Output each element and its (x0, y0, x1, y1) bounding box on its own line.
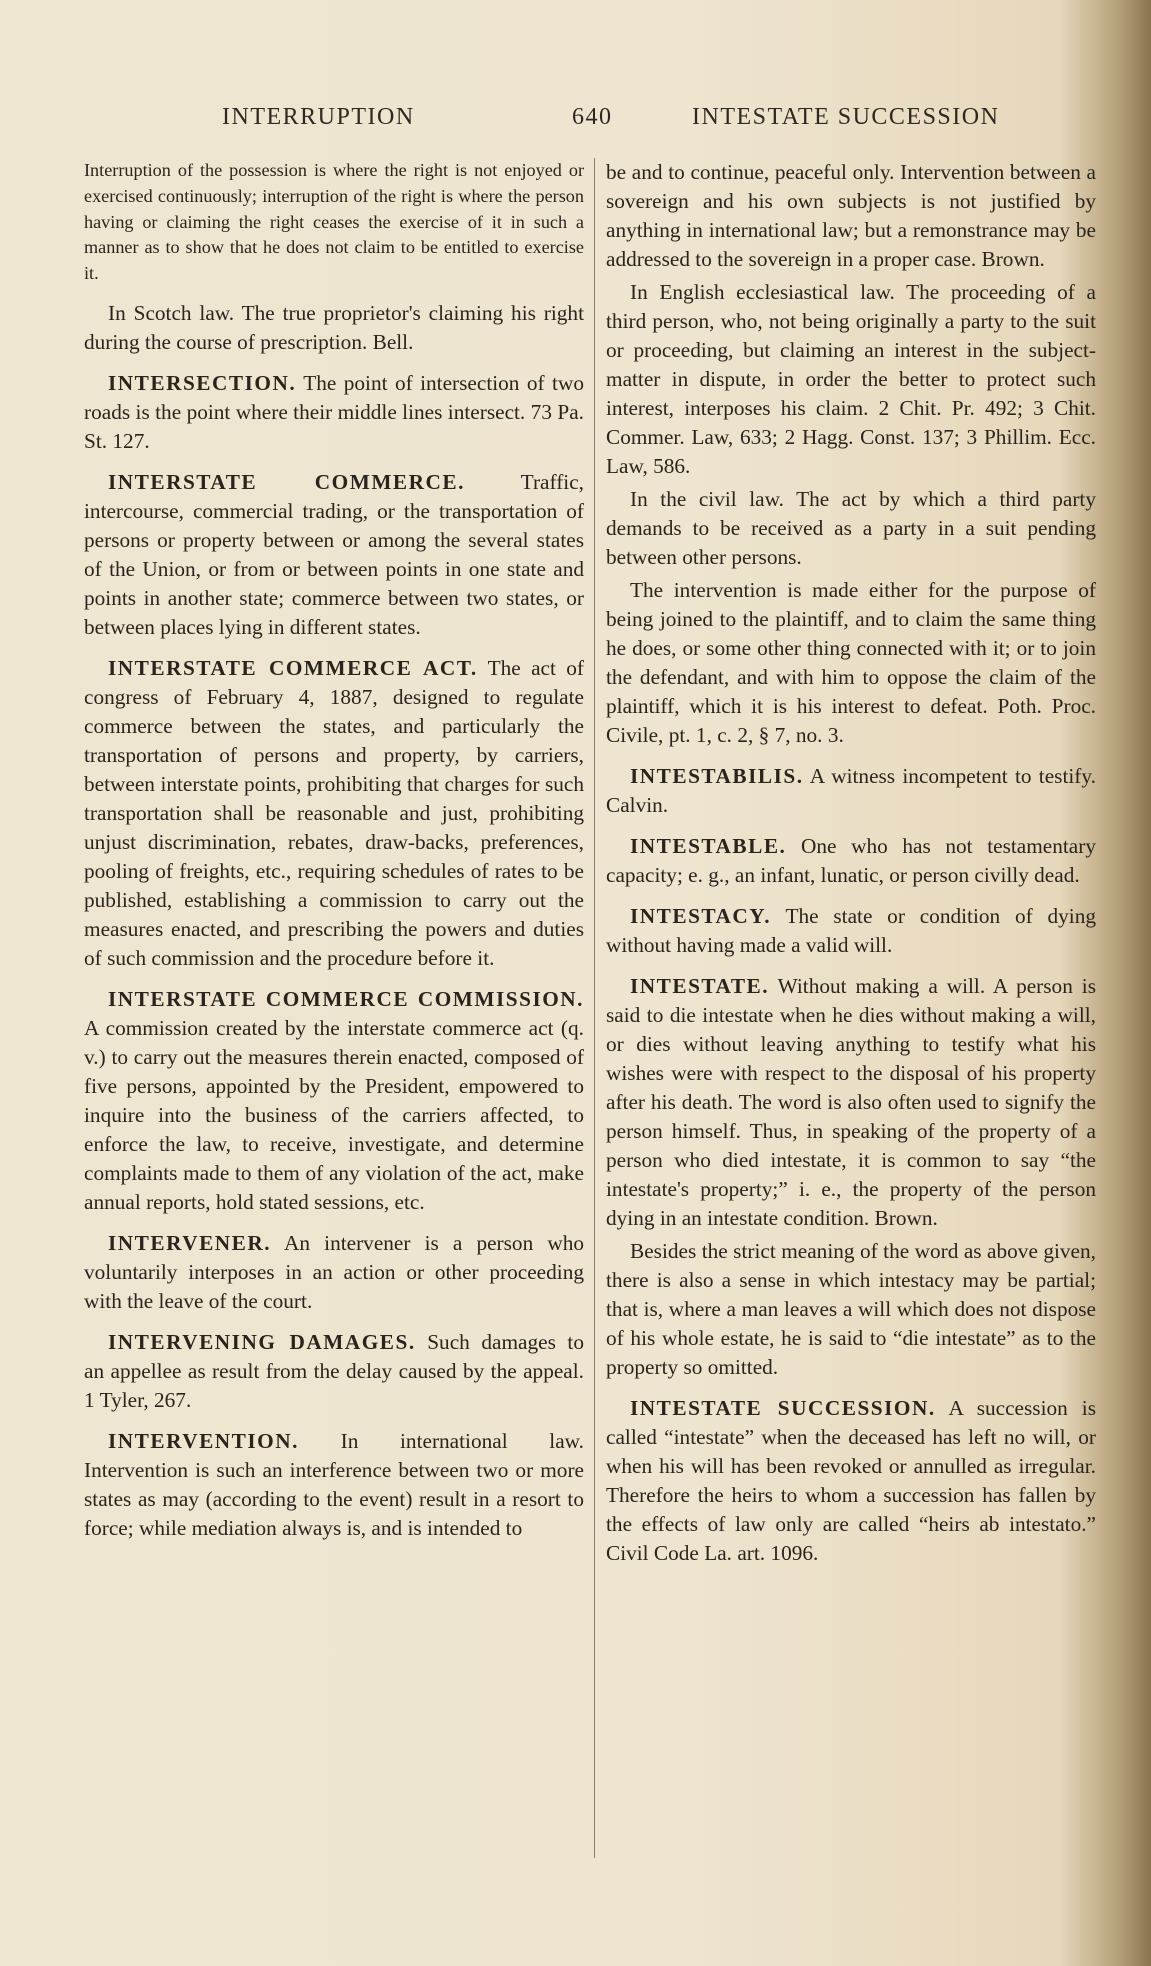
headword: INTERSTATE COMMERCE COMMISSION. (108, 986, 584, 1011)
entry-intervention (84, 1427, 584, 1543)
headword: INTERSECTION. (108, 370, 297, 395)
definition: The act of congress of February 4, 1887, designed to regulate commerce between the states, and particularly the transportation of persons and property, by carriers, between interstate points, prohibiting that charges for such transportation shall be reasonable and just, prohibiting unjust discrimination, rebates, draw-backs, preferences, pooling of freights, etc., requiring schedules of rates to be published, establishing a commission to carry out the measures enacted, and prescribing the powers and duties of such commission and the procedure before it. (84, 655, 584, 970)
partial-intestacy-paragraph: Besides the strict meaning of the word as above given, there is also a sense in which intestacy may be partial; that is, where a man leaves a will which does not dispose of his whole estate, he is said to “die intestate” as to the property so omitted. (606, 1239, 1096, 1379)
interruption-definition: Interruption of the possession is where the right is not enjoyed or exercised continuously; interruption of the right is where the person having or claiming the right ceases the exercise of it in such a manner as to show that he does not claim to be entitled to exercise it. (84, 160, 584, 284)
entry-intersection (84, 369, 584, 456)
definition: One who has not testamentary capacity; e. g., an infant, lunatic, or person civilly dead. (606, 834, 1096, 887)
intervention-purpose-paragraph: The intervention is made either for the purpose of being joined to the plaintiff, and to claim the same thing he does, or some other thing connected with it; or to join the defendant, and with him to oppose the claim of the plaintiff, which it is his interest to defeat. Poth. Proc. Civile, pt. 1, c. 2, § 7, no. 3. (606, 578, 1096, 747)
headword: INTESTABILIS. (630, 764, 804, 788)
entry-intestate (606, 972, 1096, 1233)
entry-intestabilis (606, 762, 1096, 820)
headword: INTERSTATE COMMERCE. (108, 469, 465, 494)
definition: The state or condition of dying without having made a valid will. (606, 904, 1096, 957)
entry-intestacy (606, 902, 1096, 960)
definition: Without making a will. A person is said to die intestate when he dies without making a will, or dies without leaving anything to testify what his wishes were with respect to the disposal of his property after his death. The word is also often used to signify the person himself. Thus, in speaking of the property of a person who died intestate, it is common to say “the intestate's property;” i. e., the property of the person dying in an intestate condition. Brown. (606, 974, 1096, 1230)
entry-intervening-damages (84, 1328, 584, 1415)
definition: A witness incompetent to testify. Calvin. (606, 764, 1096, 817)
definition: A succession is called “intestate” when the deceased has left no will, or when his will has been revoked or annulled as irregular. Therefore the heirs to whom a succession has fallen by the effects of law only are called “heirs ab intestato.” Civil Code La. art. 1096. (606, 1396, 1096, 1565)
intervention-continued: be and to continue, peaceful only. Intervention between a sovereign and his own subjects is not justified by anything in international law; but a remonstrance may be addressed to the sovereign in a proper case. Brown. (606, 160, 1096, 271)
headword: INTERSTATE COMMERCE ACT. (108, 655, 478, 680)
entry-interstate-commerce-act (84, 654, 584, 973)
headword: INTESTATE. (630, 974, 770, 998)
definition: An intervener is a person who voluntarily interposes in an action or other proceeding with the leave of the court. (84, 1230, 584, 1313)
scotch-law-paragraph: In Scotch law. The true proprietor's claiming his right during the course of prescription. Bell. (84, 300, 584, 354)
right-column (606, 158, 1096, 1580)
entry-interstate-commerce-commission (84, 985, 584, 1217)
definition: A commission created by the interstate commerce act (q. v.) to carry out the measures therein enacted, composed of five persons, appointed by the President, empowered to inquire into the business of the carriers affected, to enforce the law, to receive, investigate, and determine complaints made to them of any violation of the act, make annual reports, hold stated sessions, etc. (84, 1015, 584, 1214)
definition: The point of intersection of two roads is the point where their middle lines intersect. 73 Pa. St. 127. (84, 370, 584, 453)
headword: INTERVENTION. (108, 1428, 299, 1453)
header-last-term: INTESTATE SUCCESSION (692, 104, 1000, 130)
headword: INTESTATE SUCCESSION. (630, 1396, 936, 1420)
definition: In international law. Intervention is such an interference between two or more states as may (according to the event) result in a resort to force; while mediation always is, and is intended to (84, 1428, 584, 1540)
definition: Such damages to an appellee as result from the delay caused by the appeal. 1 Tyler, 267. (84, 1329, 584, 1412)
entry-interstate-commerce (84, 468, 584, 642)
running-header (0, 104, 1151, 140)
column-divider (594, 158, 595, 1858)
header-first-term: INTERRUPTION (222, 104, 415, 130)
headword: INTERVENER. (108, 1230, 272, 1255)
entry-intestable (606, 832, 1096, 890)
ecclesiastical-law-paragraph: In English ecclesiastical law. The proceeding of a third person, who, not being originally a party to the suit or proceeding, but claiming an interest in the subject-matter in dispute, in order the better to protect such interest, interposes his claim. 2 Chit. Pr. 492; 3 Chit. Commer. Law, 633; 2 Hagg. Const. 137; 3 Phillim. Ecc. Law, 586. (606, 280, 1096, 478)
civil-law-paragraph: In the civil law. The act by which a third party demands to be received as a party in a suit pending between other persons. (606, 487, 1096, 569)
left-column (84, 158, 584, 1555)
entry-intestate-succession (606, 1394, 1096, 1568)
entry-intervener (84, 1229, 584, 1316)
headword: INTESTABLE. (630, 834, 787, 858)
definition: Traffic, intercourse, commercial trading, or the transportation of persons or property between or among the several states of the Union, or from or between points in one state and points in another state; commerce between two states, or between places lying in different states. (84, 469, 584, 639)
page-number: 640 (572, 104, 613, 130)
headword: INTERVENING DAMAGES. (108, 1329, 416, 1354)
headword: INTESTACY. (630, 904, 772, 928)
